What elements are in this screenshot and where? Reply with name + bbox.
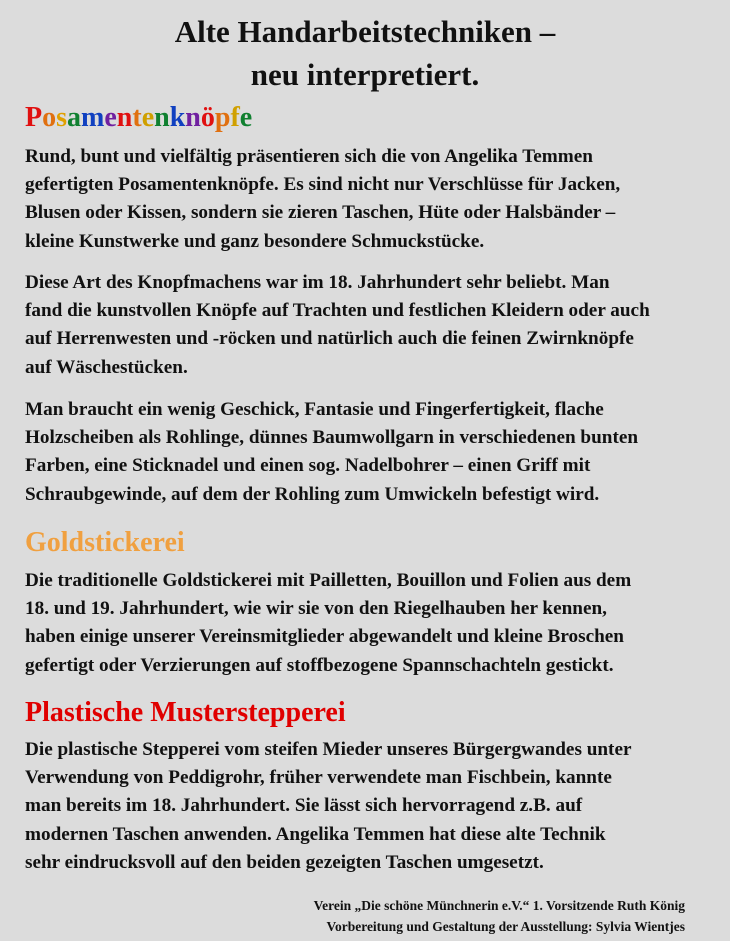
heading-letter: n [185,102,201,133]
heading-plastische-musterstepperei: Plastische Musterstepperei [25,697,346,728]
footer-line-2: Vorbereitung und Gestaltung der Ausstellung: Sylvia Wientjes [326,919,685,934]
heading-letter: t [132,102,142,133]
text-line: man bereits im 18. Jahrhundert. Sie lässt sich hervorragend z.B. auf [25,795,583,817]
page-title [0,10,730,96]
paragraph-goldstickerei [25,567,730,680]
text-line: gefertigt oder Verzierungen auf stoffbezogene Spannschachteln gestickt. [25,654,614,676]
text-line: Schraubgewinde, auf dem der Rohling zum Umwickeln befestigt wird. [25,483,600,505]
text-line: Farben, eine Sticknadel und einen sog. Nadelbohrer – einen Griff mit [25,455,591,477]
paragraph-posamenten-3 [25,396,730,509]
heading-letter: n [154,102,170,133]
heading-posamentenknoepfe [25,102,252,134]
text-line: sehr eindrucksvoll auf den beiden gezeigten Taschen umgesetzt. [25,851,544,873]
heading-letter: a [67,102,82,133]
text-line: fand die kunstvollen Knöpfe auf Trachten und festlichen Kleidern oder auch [25,300,650,322]
footer-credits [314,895,685,937]
text-line: Verwendung von Peddigrohr, früher verwendete man Fischbein, kannte [25,767,612,789]
text-line: Diese Art des Knopfmachens war im 18. Jahrhundert sehr beliebt. Man [25,272,610,293]
heading-letter: f [230,102,240,133]
text-line: gefertigten Posamentenknöpfe. Es sind nicht nur Verschlüsse für Jacken, [25,174,621,196]
heading-letter: ö [200,102,215,133]
paragraph-musterstepperei [25,736,730,877]
text-line: auf Herrenwesten und -röcken und natürlich auch die feinen Zwirnknöpfe [25,328,634,350]
heading-letter: p [214,102,231,133]
heading-letter: e [239,102,253,133]
text-line: Rund, bunt und vielfältig präsentieren sich die von Angelika Temmen [25,146,593,167]
heading-goldstickerei: Goldstickerei [25,527,185,558]
title-line-2: neu interpretiert. [250,57,480,92]
text-line: Man braucht ein wenig Geschick, Fantasie und Fingerfertigkeit, flache [25,399,604,420]
heading-letter: s [56,102,68,133]
text-line: Die traditionelle Goldstickerei mit Pailletten, Bouillon und Folien aus dem [25,570,632,591]
text-line: haben einige unserer Vereinsmitglieder abgewandelt und kleine Broschen [25,626,624,648]
title-line-1: Alte Handarbeitstechniken – [174,14,556,49]
paragraph-posamenten-2 [25,269,730,382]
heading-letter: m [81,102,105,133]
text-line: 18. und 19. Jahrhundert, wie wir sie von den Riegelhauben her kennen, [25,598,607,620]
text-line: auf Wäschestücken. [25,356,188,378]
heading-letter: P [25,102,43,133]
heading-letter: o [42,102,57,133]
heading-letter: n [116,102,133,133]
text-line: kleine Kunstwerke und ganz besondere Schmuckstücke. [25,230,485,252]
text-line: Holzscheiben als Rohlinge, dünnes Baumwollgarn in verschiedenen bunten [25,427,639,449]
paragraph-posamenten-1 [25,143,730,256]
text-line: modernen Taschen anwenden. Angelika Temmen hat diese alte Technik [25,823,606,845]
text-line: Blusen oder Kissen, sondern sie zieren Taschen, Hüte oder Halsbänder – [25,202,616,224]
heading-letter: k [169,102,186,133]
text-line: Die plastische Stepperei vom steifen Mieder unseres Bürgergwandes unter [25,739,632,760]
footer-line-1: Verein „Die schöne Münchnerin e.V.“ 1. Vorsitzende Ruth König [313,898,685,913]
heading-letter: e [141,102,155,133]
heading-letter: e [104,102,117,133]
